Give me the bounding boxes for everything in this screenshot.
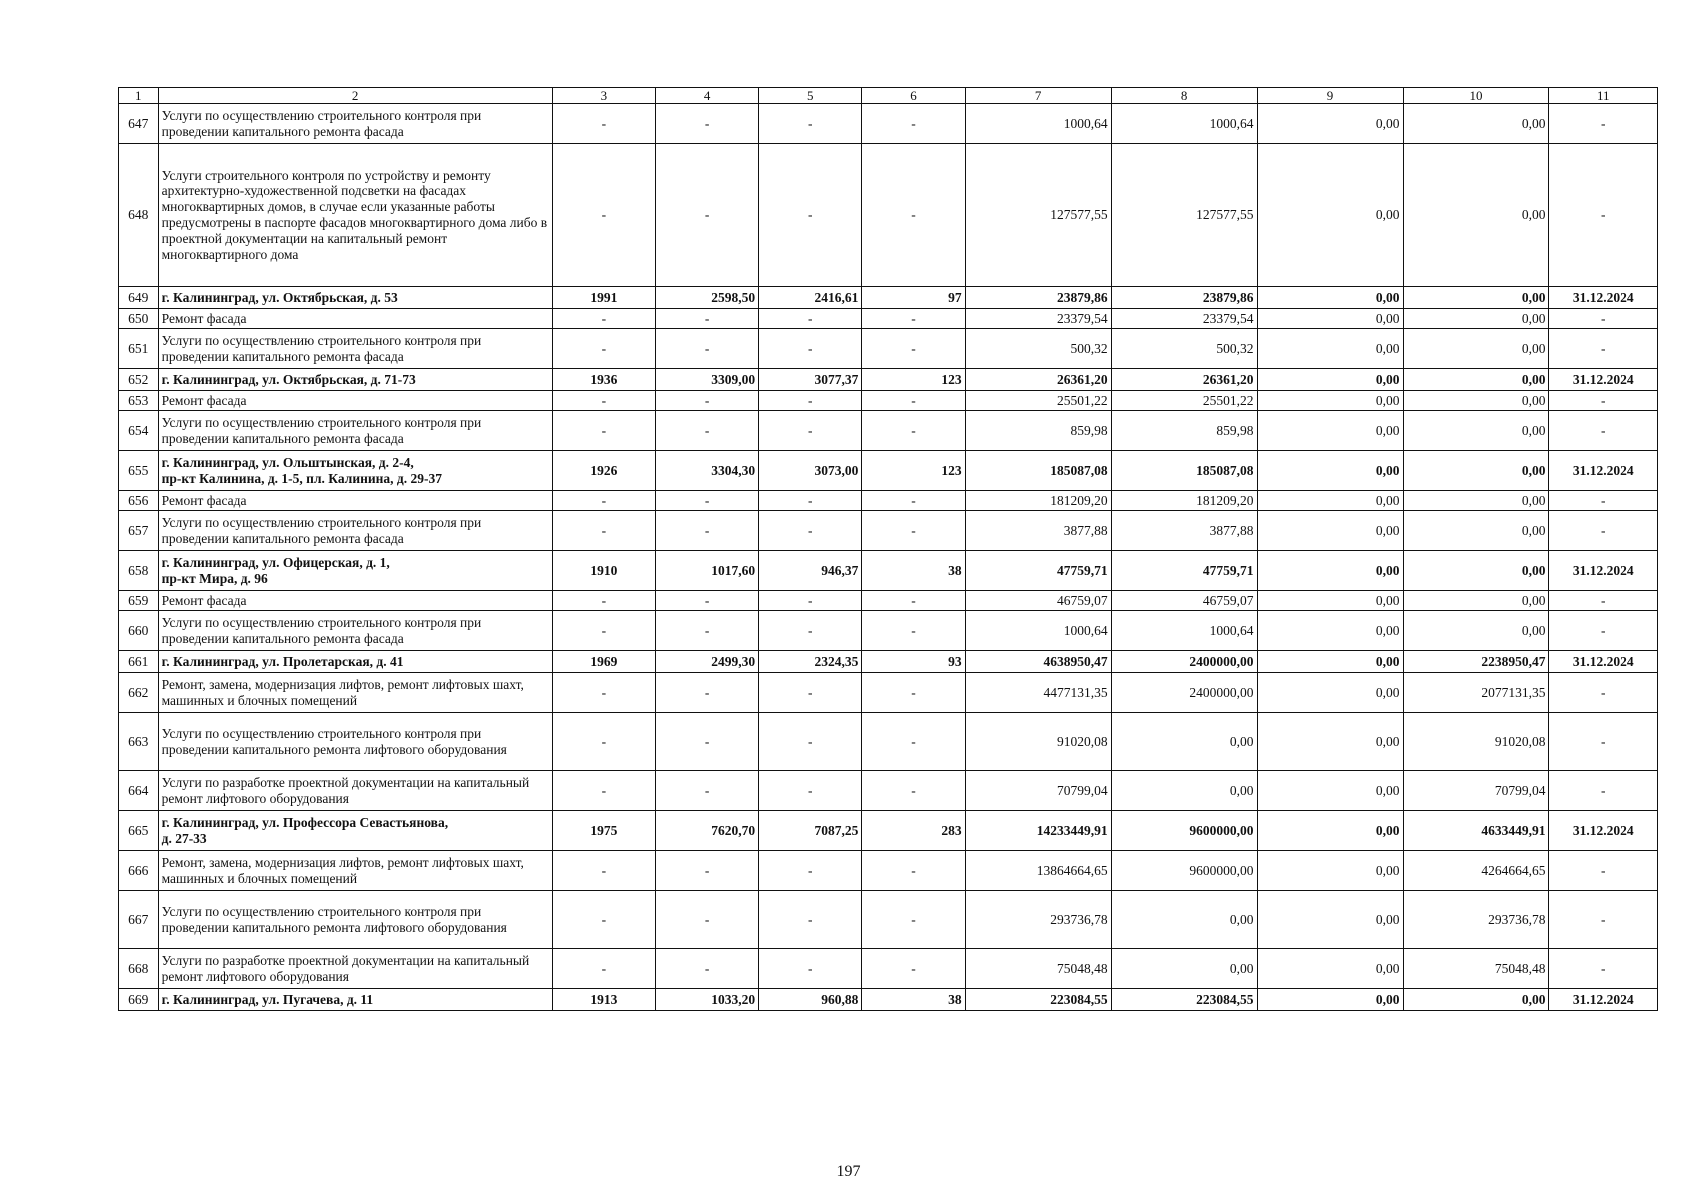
cell-cost-fund: 23379,54 <box>1111 309 1257 329</box>
cell-deadline: 31.12.2024 <box>1549 811 1658 851</box>
cell-cost-owners: 0,00 <box>1403 329 1549 369</box>
cell-area-total: - <box>655 391 758 411</box>
cell-deadline: - <box>1549 329 1658 369</box>
cell-cost-fund: 1000,64 <box>1111 611 1257 651</box>
work-description: Ремонт фасада <box>158 591 552 611</box>
cell-area-total: - <box>655 511 758 551</box>
cell-cost-owners: 0,00 <box>1403 411 1549 451</box>
cell-year: - <box>552 329 655 369</box>
cell-area-living: - <box>759 511 862 551</box>
cell-cost-fund: 0,00 <box>1111 771 1257 811</box>
cell-residents: - <box>862 411 965 451</box>
row-number: 663 <box>119 713 159 771</box>
cell-cost-total: 23379,54 <box>965 309 1111 329</box>
row-number: 661 <box>119 651 159 673</box>
work-description: г. Калининград, ул. Пролетарская, д. 41 <box>158 651 552 673</box>
cell-area-living: 7087,25 <box>759 811 862 851</box>
table-row <box>119 411 1658 451</box>
cell-cost-budget: 0,00 <box>1257 771 1403 811</box>
work-description: Услуги по осуществлению строительного контроля при проведении капитального ремонта фасада <box>158 511 552 551</box>
column-header: 5 <box>759 88 862 104</box>
work-description: г. Калининград, ул. Октябрьская, д. 71-73 <box>158 369 552 391</box>
work-description: г. Калининград, ул. Октябрьская, д. 53 <box>158 287 552 309</box>
cell-cost-fund: 9600000,00 <box>1111 811 1257 851</box>
column-header: 10 <box>1403 88 1549 104</box>
cell-year: - <box>552 144 655 287</box>
cell-year: - <box>552 771 655 811</box>
cell-deadline: - <box>1549 851 1658 891</box>
cell-cost-fund: 9600000,00 <box>1111 851 1257 891</box>
cell-cost-fund: 26361,20 <box>1111 369 1257 391</box>
cell-deadline: - <box>1549 713 1658 771</box>
cell-cost-budget: 0,00 <box>1257 651 1403 673</box>
cell-cost-budget: 0,00 <box>1257 511 1403 551</box>
cell-year: 1910 <box>552 551 655 591</box>
cell-residents: - <box>862 891 965 949</box>
row-number: 656 <box>119 491 159 511</box>
cell-cost-total: 23879,86 <box>965 287 1111 309</box>
cell-cost-fund: 1000,64 <box>1111 104 1257 144</box>
cell-deadline: - <box>1549 491 1658 511</box>
row-number: 664 <box>119 771 159 811</box>
cell-area-total: - <box>655 673 758 713</box>
page-number: 197 <box>836 1163 861 1180</box>
cell-area-total: - <box>655 713 758 771</box>
cell-area-total: 7620,70 <box>655 811 758 851</box>
table-row <box>119 391 1658 411</box>
cell-cost-owners: 0,00 <box>1403 989 1549 1011</box>
cell-residents: - <box>862 144 965 287</box>
cell-area-living: - <box>759 309 862 329</box>
table-row <box>119 771 1658 811</box>
cell-deadline: - <box>1549 771 1658 811</box>
address-row <box>119 451 1658 491</box>
cell-cost-total: 4477131,35 <box>965 673 1111 713</box>
cell-cost-budget: 0,00 <box>1257 411 1403 451</box>
cell-cost-owners: 0,00 <box>1403 451 1549 491</box>
cell-year: - <box>552 611 655 651</box>
cell-area-living: 2416,61 <box>759 287 862 309</box>
column-number-header-row <box>119 88 1658 104</box>
cell-cost-total: 185087,08 <box>965 451 1111 491</box>
cell-year: - <box>552 591 655 611</box>
cell-cost-fund: 500,32 <box>1111 329 1257 369</box>
cell-cost-owners: 293736,78 <box>1403 891 1549 949</box>
cell-cost-fund: 859,98 <box>1111 411 1257 451</box>
cell-year: - <box>552 104 655 144</box>
cell-cost-budget: 0,00 <box>1257 329 1403 369</box>
cell-cost-total: 500,32 <box>965 329 1111 369</box>
cell-cost-total: 47759,71 <box>965 551 1111 591</box>
cell-cost-owners: 2238950,47 <box>1403 651 1549 673</box>
cell-cost-budget: 0,00 <box>1257 451 1403 491</box>
cell-year: - <box>552 411 655 451</box>
cell-deadline: 31.12.2024 <box>1549 369 1658 391</box>
cell-area-total: - <box>655 851 758 891</box>
row-number: 650 <box>119 309 159 329</box>
cell-area-total: - <box>655 591 758 611</box>
cell-cost-owners: 0,00 <box>1403 491 1549 511</box>
row-number: 667 <box>119 891 159 949</box>
cell-area-living: - <box>759 713 862 771</box>
work-description: Услуги по осуществлению строительного контроля при проведении капитального ремонта лифтового оборудования <box>158 891 552 949</box>
cell-year: - <box>552 851 655 891</box>
cell-cost-fund: 23879,86 <box>1111 287 1257 309</box>
cell-cost-owners: 0,00 <box>1403 144 1549 287</box>
cell-year: 1936 <box>552 369 655 391</box>
cell-cost-owners: 0,00 <box>1403 104 1549 144</box>
cell-area-living: 3073,00 <box>759 451 862 491</box>
cell-area-total: - <box>655 771 758 811</box>
cell-area-living: 946,37 <box>759 551 862 591</box>
work-description: Ремонт фасада <box>158 391 552 411</box>
cell-cost-fund: 47759,71 <box>1111 551 1257 591</box>
table-row <box>119 713 1658 771</box>
cell-cost-fund: 0,00 <box>1111 713 1257 771</box>
cell-cost-total: 70799,04 <box>965 771 1111 811</box>
cell-area-total: 1017,60 <box>655 551 758 591</box>
cell-year: 1991 <box>552 287 655 309</box>
cell-area-living: - <box>759 611 862 651</box>
cell-cost-fund: 127577,55 <box>1111 144 1257 287</box>
cell-deadline: - <box>1549 411 1658 451</box>
row-number: 657 <box>119 511 159 551</box>
cell-year: - <box>552 309 655 329</box>
cell-deadline: - <box>1549 391 1658 411</box>
cell-deadline: - <box>1549 309 1658 329</box>
table-row <box>119 491 1658 511</box>
cell-deadline: 31.12.2024 <box>1549 451 1658 491</box>
address-row <box>119 989 1658 1011</box>
table-row <box>119 591 1658 611</box>
cell-residents: 123 <box>862 369 965 391</box>
cell-cost-budget: 0,00 <box>1257 811 1403 851</box>
cell-cost-budget: 0,00 <box>1257 713 1403 771</box>
cell-cost-budget: 0,00 <box>1257 287 1403 309</box>
cell-residents: 283 <box>862 811 965 851</box>
column-header: 11 <box>1549 88 1658 104</box>
cell-area-total: - <box>655 949 758 989</box>
work-description: Ремонт фасада <box>158 491 552 511</box>
cell-area-total: - <box>655 611 758 651</box>
cell-cost-owners: 75048,48 <box>1403 949 1549 989</box>
cell-area-total: - <box>655 144 758 287</box>
row-number: 651 <box>119 329 159 369</box>
cell-area-total: 3309,00 <box>655 369 758 391</box>
cell-residents: - <box>862 591 965 611</box>
row-number: 648 <box>119 144 159 287</box>
cell-year: - <box>552 949 655 989</box>
cell-cost-budget: 0,00 <box>1257 369 1403 391</box>
row-number: 669 <box>119 989 159 1011</box>
cell-cost-total: 14233449,91 <box>965 811 1111 851</box>
cell-cost-total: 1000,64 <box>965 611 1111 651</box>
cell-cost-owners: 0,00 <box>1403 369 1549 391</box>
cell-cost-budget: 0,00 <box>1257 491 1403 511</box>
cell-cost-fund: 0,00 <box>1111 949 1257 989</box>
column-header: 1 <box>119 88 159 104</box>
work-description: Услуги по разработке проектной документации на капитальный ремонт лифтового оборудования <box>158 949 552 989</box>
cell-cost-owners: 0,00 <box>1403 309 1549 329</box>
column-header: 8 <box>1111 88 1257 104</box>
cell-cost-budget: 0,00 <box>1257 591 1403 611</box>
cell-area-total: 1033,20 <box>655 989 758 1011</box>
row-number: 649 <box>119 287 159 309</box>
address-row <box>119 551 1658 591</box>
row-number: 666 <box>119 851 159 891</box>
cell-residents: - <box>862 851 965 891</box>
cell-area-total: - <box>655 411 758 451</box>
cell-deadline: - <box>1549 591 1658 611</box>
cell-residents: 38 <box>862 989 965 1011</box>
cell-residents: 123 <box>862 451 965 491</box>
table-row <box>119 611 1658 651</box>
cell-cost-budget: 0,00 <box>1257 309 1403 329</box>
cell-area-total: - <box>655 309 758 329</box>
column-header: 4 <box>655 88 758 104</box>
row-number: 668 <box>119 949 159 989</box>
table-row <box>119 673 1658 713</box>
row-number: 647 <box>119 104 159 144</box>
cell-cost-total: 75048,48 <box>965 949 1111 989</box>
cell-deadline: 31.12.2024 <box>1549 287 1658 309</box>
cell-cost-total: 26361,20 <box>965 369 1111 391</box>
cell-residents: - <box>862 611 965 651</box>
cell-cost-budget: 0,00 <box>1257 391 1403 411</box>
cell-area-living: - <box>759 673 862 713</box>
cell-cost-fund: 0,00 <box>1111 891 1257 949</box>
cell-cost-budget: 0,00 <box>1257 104 1403 144</box>
cell-deadline: 31.12.2024 <box>1549 551 1658 591</box>
cell-area-living: - <box>759 104 862 144</box>
cell-cost-budget: 0,00 <box>1257 851 1403 891</box>
cell-area-total: - <box>655 104 758 144</box>
cell-cost-fund: 46759,07 <box>1111 591 1257 611</box>
cell-deadline: 31.12.2024 <box>1549 989 1658 1011</box>
cell-residents: - <box>862 771 965 811</box>
cell-cost-fund: 2400000,00 <box>1111 651 1257 673</box>
cell-year: - <box>552 511 655 551</box>
cell-residents: - <box>862 713 965 771</box>
cell-year: - <box>552 391 655 411</box>
table-row <box>119 104 1658 144</box>
cell-residents: - <box>862 329 965 369</box>
table-row <box>119 309 1658 329</box>
row-number: 662 <box>119 673 159 713</box>
work-description: г. Калининград, ул. Пугачева, д. 11 <box>158 989 552 1011</box>
cell-residents: - <box>862 511 965 551</box>
column-header: 7 <box>965 88 1111 104</box>
cell-area-living: - <box>759 411 862 451</box>
row-number: 652 <box>119 369 159 391</box>
cell-cost-budget: 0,00 <box>1257 891 1403 949</box>
cell-cost-owners: 70799,04 <box>1403 771 1549 811</box>
cell-cost-total: 46759,07 <box>965 591 1111 611</box>
column-header: 2 <box>158 88 552 104</box>
cell-area-living: - <box>759 591 862 611</box>
cell-cost-owners: 0,00 <box>1403 287 1549 309</box>
cell-cost-total: 127577,55 <box>965 144 1111 287</box>
cell-residents: 97 <box>862 287 965 309</box>
cell-year: - <box>552 491 655 511</box>
cell-cost-owners: 91020,08 <box>1403 713 1549 771</box>
cell-area-living: - <box>759 329 862 369</box>
work-description: Услуги по осуществлению строительного контроля при проведении капитального ремонта фасада <box>158 329 552 369</box>
cell-residents: - <box>862 309 965 329</box>
column-header: 9 <box>1257 88 1403 104</box>
cell-cost-total: 91020,08 <box>965 713 1111 771</box>
column-header: 3 <box>552 88 655 104</box>
table-row <box>119 329 1658 369</box>
cell-area-total: - <box>655 329 758 369</box>
cell-area-total: - <box>655 891 758 949</box>
cell-residents: - <box>862 104 965 144</box>
cell-deadline: - <box>1549 891 1658 949</box>
cell-cost-fund: 223084,55 <box>1111 989 1257 1011</box>
cell-area-living: - <box>759 391 862 411</box>
cell-area-living: 2324,35 <box>759 651 862 673</box>
cell-residents: - <box>862 491 965 511</box>
work-description: Услуги по осуществлению строительного контроля при проведении капитального ремонта фасада <box>158 104 552 144</box>
table-row <box>119 851 1658 891</box>
cell-deadline: - <box>1549 611 1658 651</box>
cell-cost-total: 181209,20 <box>965 491 1111 511</box>
address-row <box>119 369 1658 391</box>
cell-cost-total: 25501,22 <box>965 391 1111 411</box>
work-description: г. Калининград, ул. Офицерская, д. 1, пр-кт Мира, д. 96 <box>158 551 552 591</box>
cell-cost-owners: 0,00 <box>1403 391 1549 411</box>
cell-year: 1975 <box>552 811 655 851</box>
work-description: г. Калининград, ул. Профессора Севастьянова, д. 27-33 <box>158 811 552 851</box>
table-row <box>119 949 1658 989</box>
cell-cost-fund: 25501,22 <box>1111 391 1257 411</box>
address-row <box>119 811 1658 851</box>
cell-cost-budget: 0,00 <box>1257 551 1403 591</box>
cell-cost-total: 293736,78 <box>965 891 1111 949</box>
table-row <box>119 891 1658 949</box>
cell-area-total: 2598,50 <box>655 287 758 309</box>
cell-residents: - <box>862 391 965 411</box>
cell-cost-owners: 2077131,35 <box>1403 673 1549 713</box>
cell-cost-total: 1000,64 <box>965 104 1111 144</box>
capital-repair-table <box>118 87 1658 1011</box>
cell-area-total: - <box>655 491 758 511</box>
cell-cost-budget: 0,00 <box>1257 949 1403 989</box>
work-description: г. Калининград, ул. Ольштынская, д. 2-4, пр-кт Калинина, д. 1-5, пл. Калинина, д. 29-37 <box>158 451 552 491</box>
cell-cost-owners: 0,00 <box>1403 551 1549 591</box>
address-row <box>119 287 1658 309</box>
cell-cost-budget: 0,00 <box>1257 673 1403 713</box>
row-number: 658 <box>119 551 159 591</box>
cell-cost-total: 859,98 <box>965 411 1111 451</box>
cell-residents: 38 <box>862 551 965 591</box>
cell-cost-total: 13864664,65 <box>965 851 1111 891</box>
cell-cost-total: 3877,88 <box>965 511 1111 551</box>
cell-deadline: - <box>1549 949 1658 989</box>
work-description: Услуги строительного контроля по устройству и ремонту архитектурно-художественной подсветки на фасадах многоквартирных домов, в случае если указанные работы предусмотрены в паспорте фасадов многоквартирного дома либо в проектной документации на капитальный ремонт многоквартирного дома <box>158 144 552 287</box>
cell-area-living: - <box>759 851 862 891</box>
cell-year: - <box>552 713 655 771</box>
cell-area-total: 2499,30 <box>655 651 758 673</box>
cell-cost-fund: 2400000,00 <box>1111 673 1257 713</box>
table-row <box>119 144 1658 287</box>
column-header: 6 <box>862 88 965 104</box>
cell-cost-fund: 185087,08 <box>1111 451 1257 491</box>
work-description: Ремонт фасада <box>158 309 552 329</box>
work-description: Ремонт, замена, модернизация лифтов, ремонт лифтовых шахт, машинных и блочных помещений <box>158 851 552 891</box>
cell-year: - <box>552 673 655 713</box>
row-number: 665 <box>119 811 159 851</box>
row-number: 654 <box>119 411 159 451</box>
cell-cost-owners: 4264664,65 <box>1403 851 1549 891</box>
cell-cost-fund: 3877,88 <box>1111 511 1257 551</box>
cell-year: - <box>552 891 655 949</box>
cell-area-living: - <box>759 771 862 811</box>
cell-area-total: 3304,30 <box>655 451 758 491</box>
cell-cost-owners: 0,00 <box>1403 511 1549 551</box>
cell-cost-owners: 0,00 <box>1403 591 1549 611</box>
cell-year: 1913 <box>552 989 655 1011</box>
cell-residents: - <box>862 673 965 713</box>
cell-year: 1926 <box>552 451 655 491</box>
cell-area-living: 3077,37 <box>759 369 862 391</box>
cell-deadline: - <box>1549 511 1658 551</box>
cell-area-living: - <box>759 491 862 511</box>
address-row <box>119 651 1658 673</box>
cell-deadline: - <box>1549 104 1658 144</box>
cell-area-living: - <box>759 891 862 949</box>
cell-deadline: - <box>1549 673 1658 713</box>
cell-area-living: 960,88 <box>759 989 862 1011</box>
row-number: 655 <box>119 451 159 491</box>
cell-year: 1969 <box>552 651 655 673</box>
work-description: Услуги по осуществлению строительного контроля при проведении капитального ремонта лифтового оборудования <box>158 713 552 771</box>
cell-cost-owners: 0,00 <box>1403 611 1549 651</box>
work-description: Услуги по осуществлению строительного контроля при проведении капитального ремонта фасада <box>158 611 552 651</box>
cell-cost-budget: 0,00 <box>1257 611 1403 651</box>
cell-deadline: - <box>1549 144 1658 287</box>
cell-cost-total: 4638950,47 <box>965 651 1111 673</box>
work-description: Ремонт, замена, модернизация лифтов, ремонт лифтовых шахт, машинных и блочных помещений <box>158 673 552 713</box>
cell-cost-fund: 181209,20 <box>1111 491 1257 511</box>
row-number: 659 <box>119 591 159 611</box>
cell-cost-budget: 0,00 <box>1257 989 1403 1011</box>
cell-cost-budget: 0,00 <box>1257 144 1403 287</box>
row-number: 653 <box>119 391 159 411</box>
cell-residents: 93 <box>862 651 965 673</box>
table-row <box>119 511 1658 551</box>
work-description: Услуги по осуществлению строительного контроля при проведении капитального ремонта фасада <box>158 411 552 451</box>
cell-cost-owners: 4633449,91 <box>1403 811 1549 851</box>
cell-deadline: 31.12.2024 <box>1549 651 1658 673</box>
cell-area-living: - <box>759 949 862 989</box>
row-number: 660 <box>119 611 159 651</box>
table-body <box>119 104 1658 1011</box>
cell-residents: - <box>862 949 965 989</box>
cell-area-living: - <box>759 144 862 287</box>
cell-cost-total: 223084,55 <box>965 989 1111 1011</box>
work-description: Услуги по разработке проектной документации на капитальный ремонт лифтового оборудования <box>158 771 552 811</box>
